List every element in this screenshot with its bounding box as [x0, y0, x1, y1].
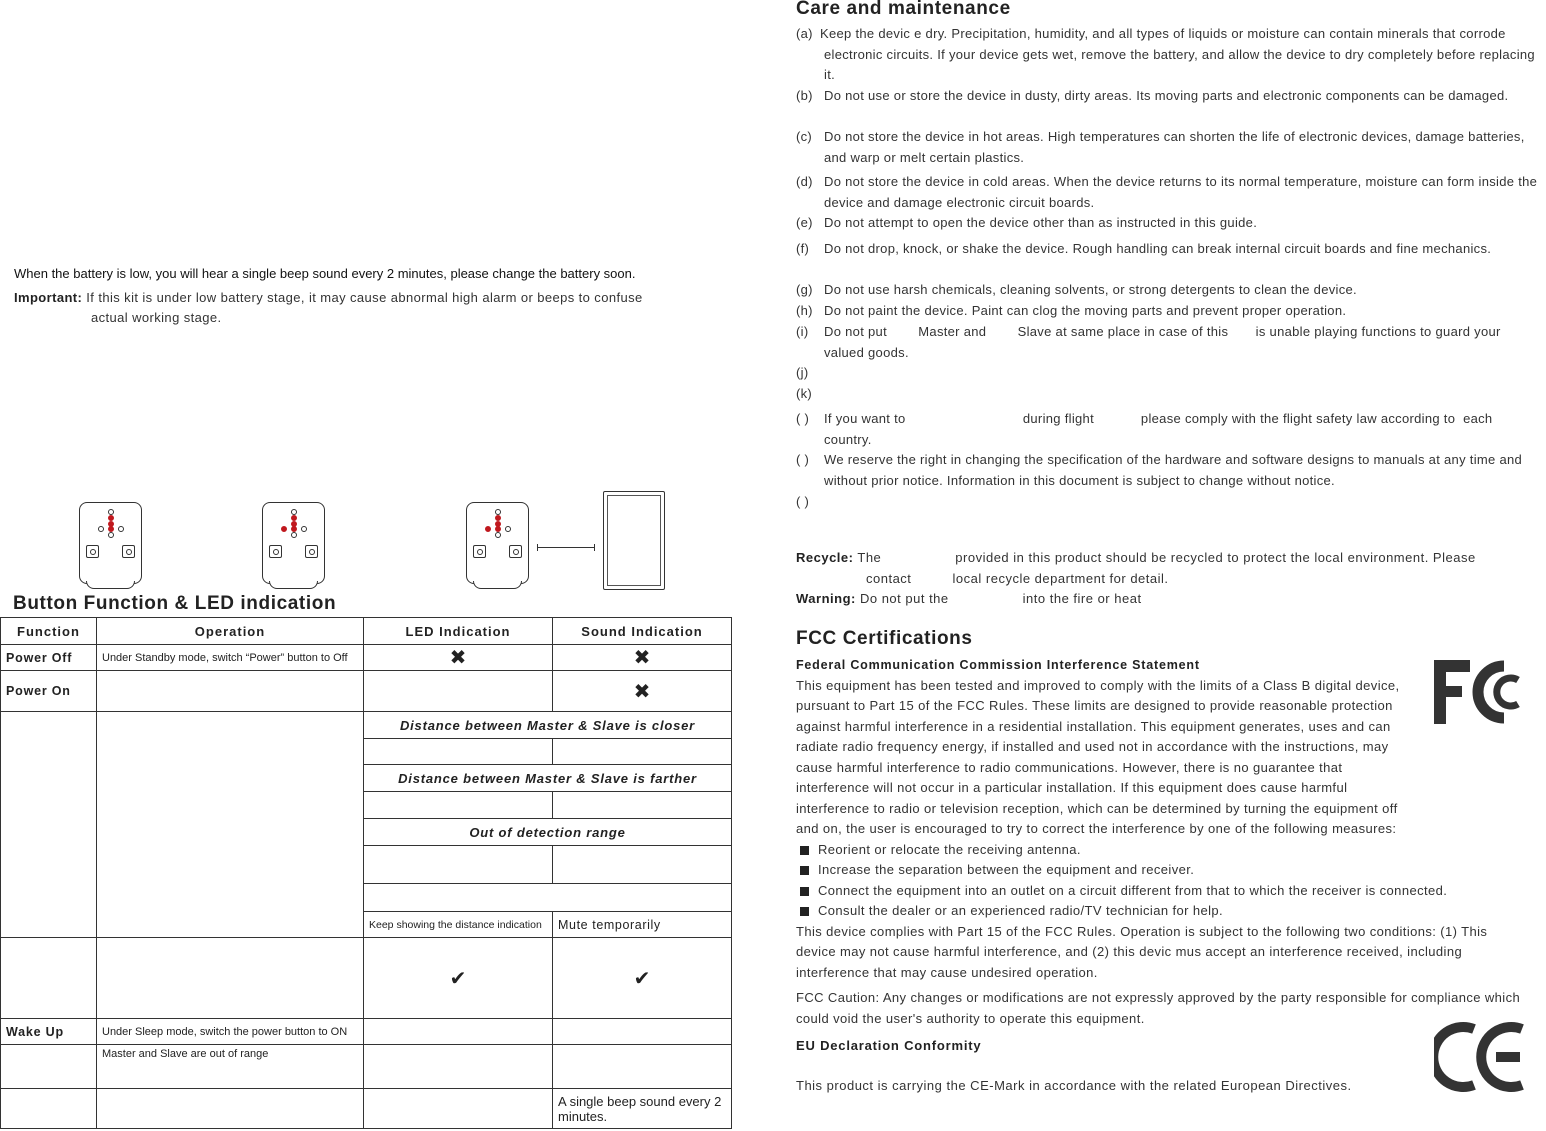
cross-icon: ✖: [553, 671, 732, 712]
recycle-text-cont: contact local recycle department for detail.: [866, 570, 1169, 586]
care-item: (d) Do not store the device in cold areas. When the device returns to its normal temperature, moisture can form inside the device and damage electronic circuit boards.: [796, 174, 1538, 210]
wake-up-operation: Under Sleep mode, switch the power button to ON: [97, 1019, 364, 1045]
single-beep-text: A single beep sound every 2 minutes.: [553, 1089, 732, 1129]
important-text: If this kit is under low battery stage, it may cause abnormal high alarm or beeps to confuse: [86, 290, 643, 305]
recycle-label: Recycle:: [796, 550, 854, 565]
button-function-table: [0, 617, 732, 1129]
header-function: Function: [1, 618, 97, 645]
header-sound: Sound Indication: [553, 618, 732, 645]
fcc-bullet: Consult the dealer or an experienced radio/TV technician for help.: [796, 901, 1531, 922]
out-of-range-operation: Master and Slave are out of range: [97, 1045, 364, 1089]
wake-up-label: Wake Up: [1, 1019, 97, 1045]
warning-text: Do not put the into the fire or heat: [859, 591, 1142, 606]
fcc-paragraph-1-wrap: [796, 676, 1416, 840]
master-device-illustration-1: [79, 502, 142, 584]
power-off-operation: Under Standby mode, switch “Power” button to Off: [97, 645, 364, 671]
fcc-logo: [1432, 656, 1530, 728]
fcc-caution-text: FCC Caution: Any changes or modifications are not expressly approved by the party responsible for compliance which could void the user's authority to operate this: [796, 990, 1521, 1026]
care-item: (e) Do not attempt to open the device other than as instructed in this guide.: [796, 215, 1258, 230]
care-item: (a) Keep the devic e dry. Precipitation, humidity, and all types of liquids or moisture can contain minerals that corrode electronic circuits. If your device gets wet, remove the battery, and allow the device to dry completely before replacing it.: [796, 26, 1535, 82]
fcc-bullet: Connect the equipment into an outlet on a circuit different from that to which the receiver is connected.: [796, 881, 1531, 902]
fcc-caution-tail: equipment.: [1076, 1010, 1145, 1026]
master-device-illustration-3: [466, 502, 529, 584]
header-led: LED Indication: [364, 618, 553, 645]
cross-icon: ✖: [553, 645, 732, 671]
important-text-cont: actual working stage.: [91, 310, 222, 325]
check-icon: ✔: [364, 938, 553, 1019]
eu-text: This product is carrying the CE-Mark in accordance with the related European Directives.: [796, 1078, 1352, 1093]
care-item: (c) Do not store the device in hot areas. High temperatures can shorten the life of electronic devices, damage batteries, and warp or melt certain plastics.: [796, 129, 1525, 165]
closer-heading: Distance between Master & Slave is closer: [364, 712, 732, 739]
mute-text: Mute temporarily: [553, 912, 732, 938]
fcc-paragraph-1: This equipment has been tested and improved to comply with the limits of a Class B digital device, pursuant to Part 15 of the FCC Rules. These limits are designed to provide reasonable protection against harmful interference in a residential installation. This equipment generates, uses and can radiate radio frequency energy, if installed and used not in accordance with the instructions, may cause harmful interference to radio communications. However, there is no guarantee that interference will not occur in a particular installation. If this equipment does cause harmful interference to radio or television reception, which can be determined by turning the equipment off and on, the user is encouraged to try to correct the interference by one of the following measures:: [796, 677, 1400, 836]
care-item: (f) Do not drop, knock, or shake the device. Rough handling can break internal circuit boards and fine mechanics.: [796, 241, 1492, 256]
ce-logo: [1434, 1021, 1530, 1093]
out-of-range-heading: Out of detection range: [364, 819, 732, 846]
fcc-caution: [796, 988, 1531, 1029]
cross-icon: ✖: [364, 645, 553, 671]
recycle-section: [796, 548, 1538, 610]
farther-heading: Distance between Master & Slave is farther: [364, 765, 732, 792]
keep-showing-text: Keep showing the distance indication: [364, 912, 553, 938]
button-function-title: Button Function & LED indication: [13, 593, 337, 614]
recycle-text: The provided in this product should be recycled to protect the local environment. Please: [857, 550, 1476, 565]
power-off-label: Power Off: [1, 645, 97, 671]
fcc-paragraph-2: This device complies with Part 15 of the FCC Rules. Operation is subject to the following two conditions: (1) This device may not cause harmful interference, and (2) this devic mus accept an interference received, including interference that may cause undesired operation.: [796, 923, 1488, 980]
power-on-label: Power On: [1, 671, 97, 712]
battery-low-note: When the battery is low, you will hear a single beep sound every 2 minutes, please change the battery soon.: [14, 266, 636, 281]
eu-title: EU Declaration Conformity: [796, 1038, 982, 1053]
fcc-bullet: Increase the separation between the equipment and receiver.: [796, 860, 1531, 881]
slave-device-illustration: [603, 491, 665, 590]
important-note: [14, 288, 744, 328]
care-item: ( ) If you want to during flight please comply with the flight safety law according to each country.: [796, 411, 1497, 447]
fcc-subtitle: Federal Communication Commission Interference Statement: [796, 658, 1200, 672]
fcc-title: FCC Certifications: [796, 628, 973, 649]
fcc-section: [796, 655, 1531, 1029]
care-item: (b) Do not use or store the device in dusty, dirty areas. Its moving parts and electronic components can be damaged.: [796, 88, 1509, 103]
master-device-illustration-2: [262, 502, 325, 584]
check-icon: ✔: [553, 938, 732, 1019]
care-title: Care and maintenance: [796, 0, 1011, 19]
distance-line: [537, 547, 595, 548]
warning-label: Warning:: [796, 591, 856, 606]
care-item: (h) Do not paint the device. Paint can clog the moving parts and prevent proper operation.: [796, 303, 1347, 318]
important-label: Important:: [14, 290, 83, 305]
care-item: (g) Do not use harsh chemicals, cleaning solvents, or strong detergents to clean the device.: [796, 282, 1357, 297]
care-item: (i) Do not put Master and Slave at same place in case of this is unable playing functions to guard your valued goods.: [796, 324, 1509, 360]
header-operation: Operation: [97, 618, 364, 645]
care-item: ( ) We reserve the right in changing the specification of the hardware and software designs to manuals at any time and without prior notice. Information in this document is subject to change without notice.: [796, 452, 1523, 488]
fcc-bullet: Reorient or relocate the receiving antenna.: [796, 840, 1531, 861]
